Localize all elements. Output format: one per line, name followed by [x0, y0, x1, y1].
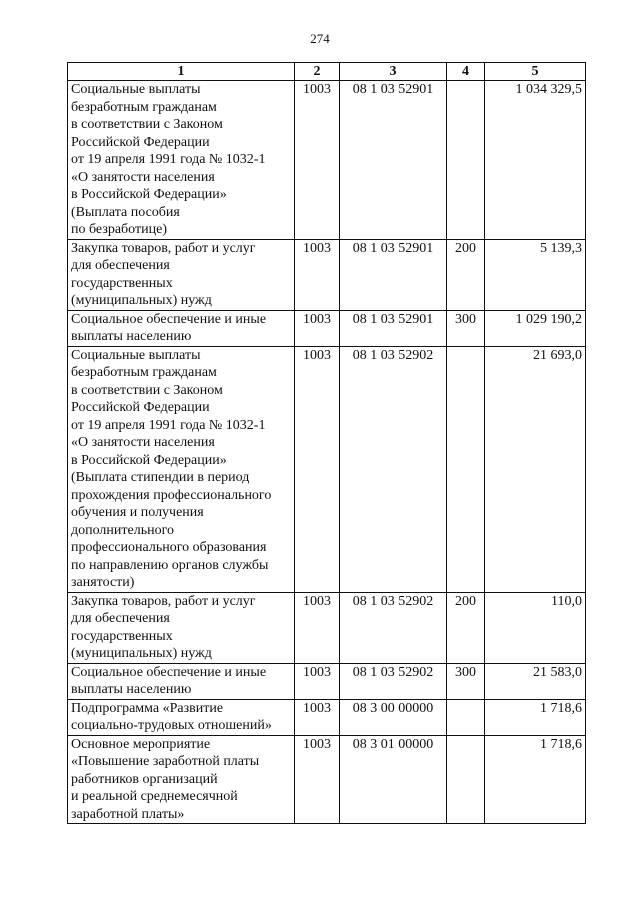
row-amount: 1 034 329,5 — [485, 81, 586, 240]
table-row — [68, 735, 586, 824]
table-row — [68, 699, 586, 735]
row-expense-type: 300 — [447, 663, 485, 699]
table-row — [68, 310, 586, 346]
table-row — [68, 346, 586, 592]
row-target-code: 08 1 03 52902 — [340, 592, 447, 663]
row-name: Закупка товаров, работ и услуг для обеспечения государственных (муниципальных) нужд — [68, 239, 295, 310]
table-body — [68, 81, 586, 824]
row-target-code: 08 1 03 52901 — [340, 310, 447, 346]
row-name: Основное мероприятие «Повышение заработной платы работников организаций и реальной среднемесячной заработной платы» — [68, 735, 295, 824]
column-header-target: 3 — [340, 63, 447, 81]
row-target-code: 08 3 00 00000 — [340, 699, 447, 735]
row-expense-type: 200 — [447, 239, 485, 310]
row-name: Закупка товаров, работ и услуг для обеспечения государственных (муниципальных) нужд — [68, 592, 295, 663]
row-expense-type — [447, 735, 485, 824]
row-section-code: 1003 — [295, 699, 340, 735]
table-header — [68, 63, 586, 81]
header-row — [68, 63, 586, 81]
row-target-code: 08 3 01 00000 — [340, 735, 447, 824]
row-name: Социальные выплаты безработным гражданам в соответствии с Законом Российской Федерации от 19 апреля 1991 года № 1032-1 «О занятости населения в Российской Федерации» (Выплата пособия по безработице) — [68, 81, 295, 240]
row-section-code: 1003 — [295, 239, 340, 310]
budget-table — [67, 62, 586, 824]
row-section-code: 1003 — [295, 735, 340, 824]
table-row — [68, 663, 586, 699]
column-header-section: 2 — [295, 63, 340, 81]
row-name: Социальные выплаты безработным гражданам в соответствии с Законом Российской Федерации от 19 апреля 1991 года № 1032-1 «О занятости населения в Российской Федерации» (Выплата стипендии в период прохождения профессионального обучения и получения дополнительного профессионального образования по направлению органов службы занятости) — [68, 346, 295, 592]
row-expense-type — [447, 346, 485, 592]
row-target-code: 08 1 03 52902 — [340, 663, 447, 699]
table-row — [68, 239, 586, 310]
row-target-code: 08 1 03 52902 — [340, 346, 447, 592]
row-amount: 21 583,0 — [485, 663, 586, 699]
table-row — [68, 592, 586, 663]
row-section-code: 1003 — [295, 81, 340, 240]
row-amount: 1 718,6 — [485, 735, 586, 824]
row-target-code: 08 1 03 52901 — [340, 81, 447, 240]
row-section-code: 1003 — [295, 346, 340, 592]
row-section-code: 1003 — [295, 663, 340, 699]
row-name: Социальное обеспечение и иные выплаты населению — [68, 310, 295, 346]
row-section-code: 1003 — [295, 592, 340, 663]
row-name: Подпрограмма «Развитие социально-трудовых отношений» — [68, 699, 295, 735]
row-expense-type — [447, 81, 485, 240]
row-amount: 5 139,3 — [485, 239, 586, 310]
column-header-amount: 5 — [485, 63, 586, 81]
row-amount: 1 718,6 — [485, 699, 586, 735]
row-expense-type: 200 — [447, 592, 485, 663]
row-expense-type: 300 — [447, 310, 485, 346]
row-amount: 110,0 — [485, 592, 586, 663]
row-section-code: 1003 — [295, 310, 340, 346]
column-header-name: 1 — [68, 63, 295, 81]
row-amount: 1 029 190,2 — [485, 310, 586, 346]
row-name: Социальное обеспечение и иные выплаты населению — [68, 663, 295, 699]
page-number: 274 — [310, 31, 330, 46]
row-expense-type — [447, 699, 485, 735]
row-amount: 21 693,0 — [485, 346, 586, 592]
row-target-code: 08 1 03 52901 — [340, 239, 447, 310]
table-row — [68, 81, 586, 240]
column-header-expense-type: 4 — [447, 63, 485, 81]
